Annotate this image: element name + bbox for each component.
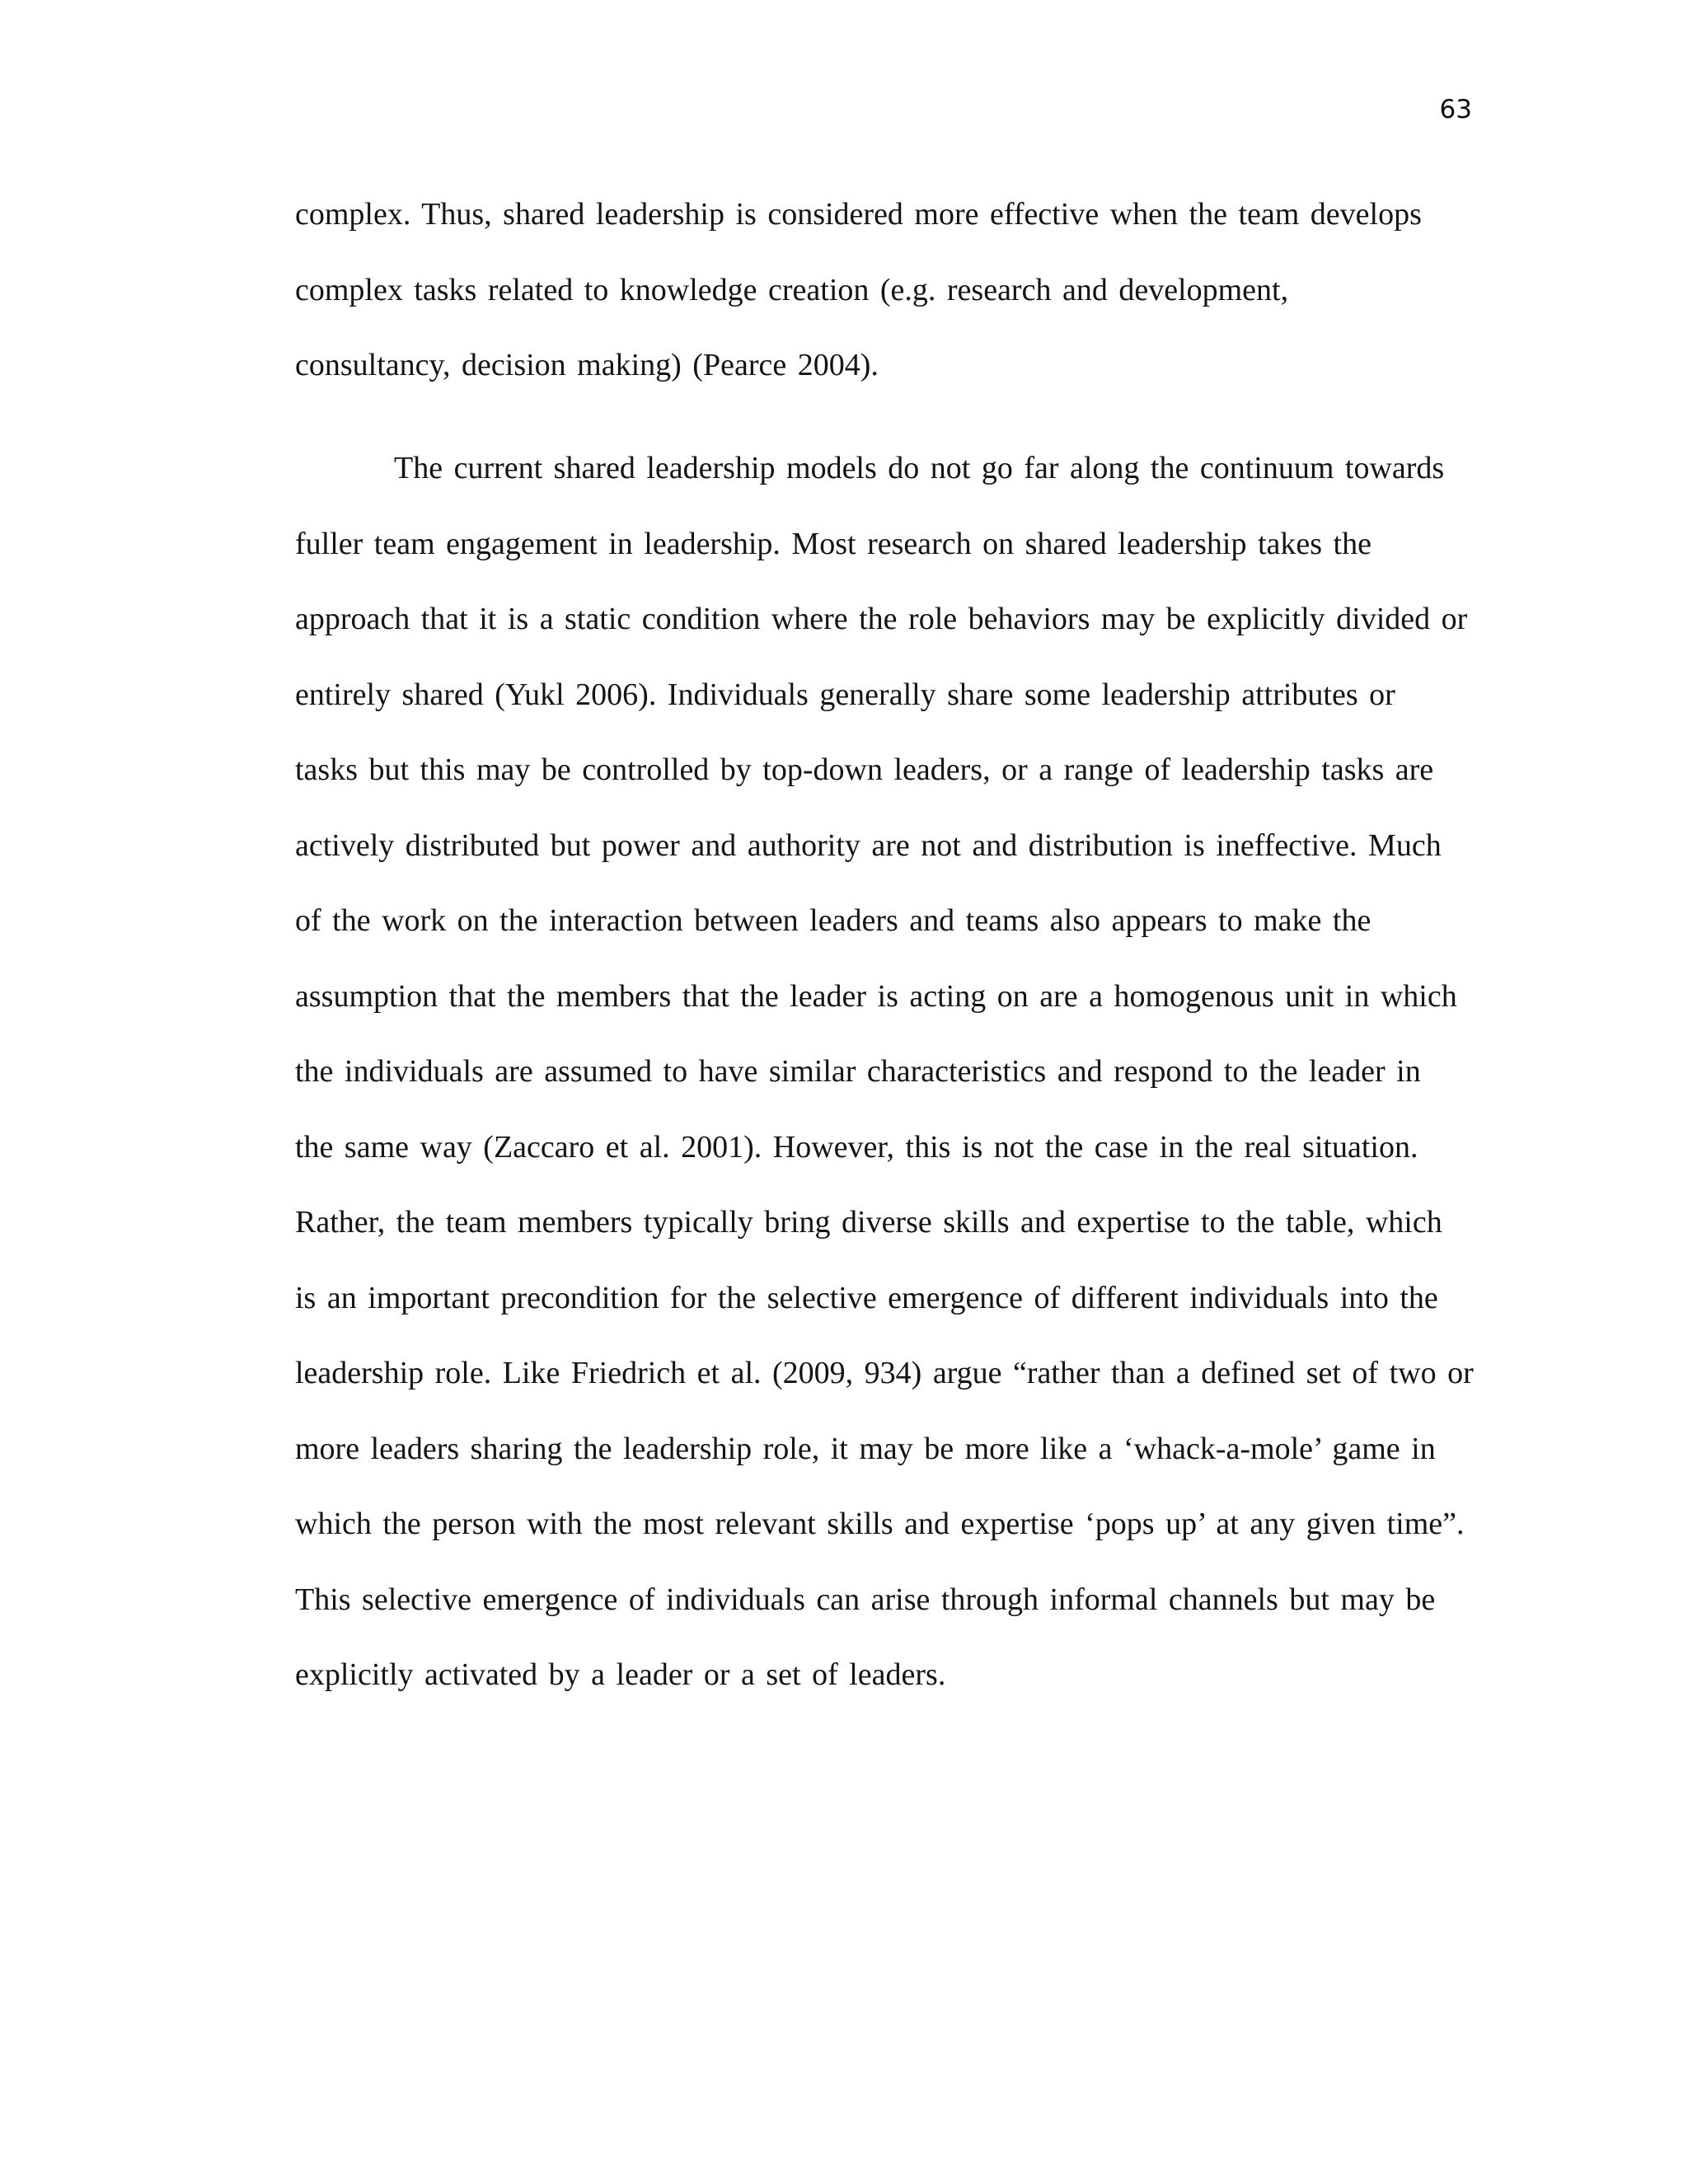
paragraph-line: of the work on the interaction between leaders and teams also appears to make the [295,903,1372,938]
paragraph-line: which the person with the most relevant skills and expertise ‘pops up’ at any given time”. [295,1507,1465,1541]
paragraph-line: approach that it is a static condition where the role behaviors may be explicitly divided or [295,602,1468,636]
paragraph-line: tasks but this may be controlled by top-down leaders, or a range of leadership tasks are [295,752,1434,787]
page-number: 63 [1439,95,1472,124]
paragraph-line: assumption that the members that the leader is acting on are a homogenous unit in which [295,978,1457,1014]
paragraph-first-line: The current shared leadership models do not go far along the continuum towards [394,451,1445,485]
paragraph-line: This selective emergence of individuals can arise through informal channels but may be [295,1582,1436,1617]
paragraph-line: entirely shared (Yukl 2006). Individuals generally share some leadership attributes or [295,677,1395,712]
paragraph-line: complex. Thus, shared leadership is considered more effective when the team develops [295,197,1422,232]
paragraph-line: actively distributed but power and authority are not and distribution is ineffective. Much [295,827,1442,863]
paragraph-1 [295,177,1498,404]
paragraph-line: is an important precondition for the selective emergence of different individuals into the [295,1280,1438,1315]
paragraph-line: Rather, the team members typically bring diverse skills and expertise to the table, which [295,1205,1442,1240]
paragraph-2 [295,431,1498,1713]
paragraph-line: explicitly activated by a leader or a set of leaders. [295,1657,946,1692]
paragraph-line: leadership role. Like Friedrich et al. (2009, 934) argue “rather than a defined set of two or [295,1356,1474,1390]
paragraph-line: consultancy, decision making) (Pearce 2004). [295,348,879,382]
paragraph-line: fuller team engagement in leadership. Most research on shared leadership takes the [295,526,1372,561]
paragraph-line: the individuals are assumed to have similar characteristics and respond to the leader in [295,1054,1421,1089]
paragraph-line: the same way (Zaccaro et al. 2001). However, this is not the case in the real situation. [295,1129,1418,1165]
paragraph-line: complex tasks related to knowledge creation (e.g. research and development, [295,272,1289,307]
paragraph-line: more leaders sharing the leadership role, it may be more like a ‘whack-a-mole’ game in [295,1431,1436,1466]
